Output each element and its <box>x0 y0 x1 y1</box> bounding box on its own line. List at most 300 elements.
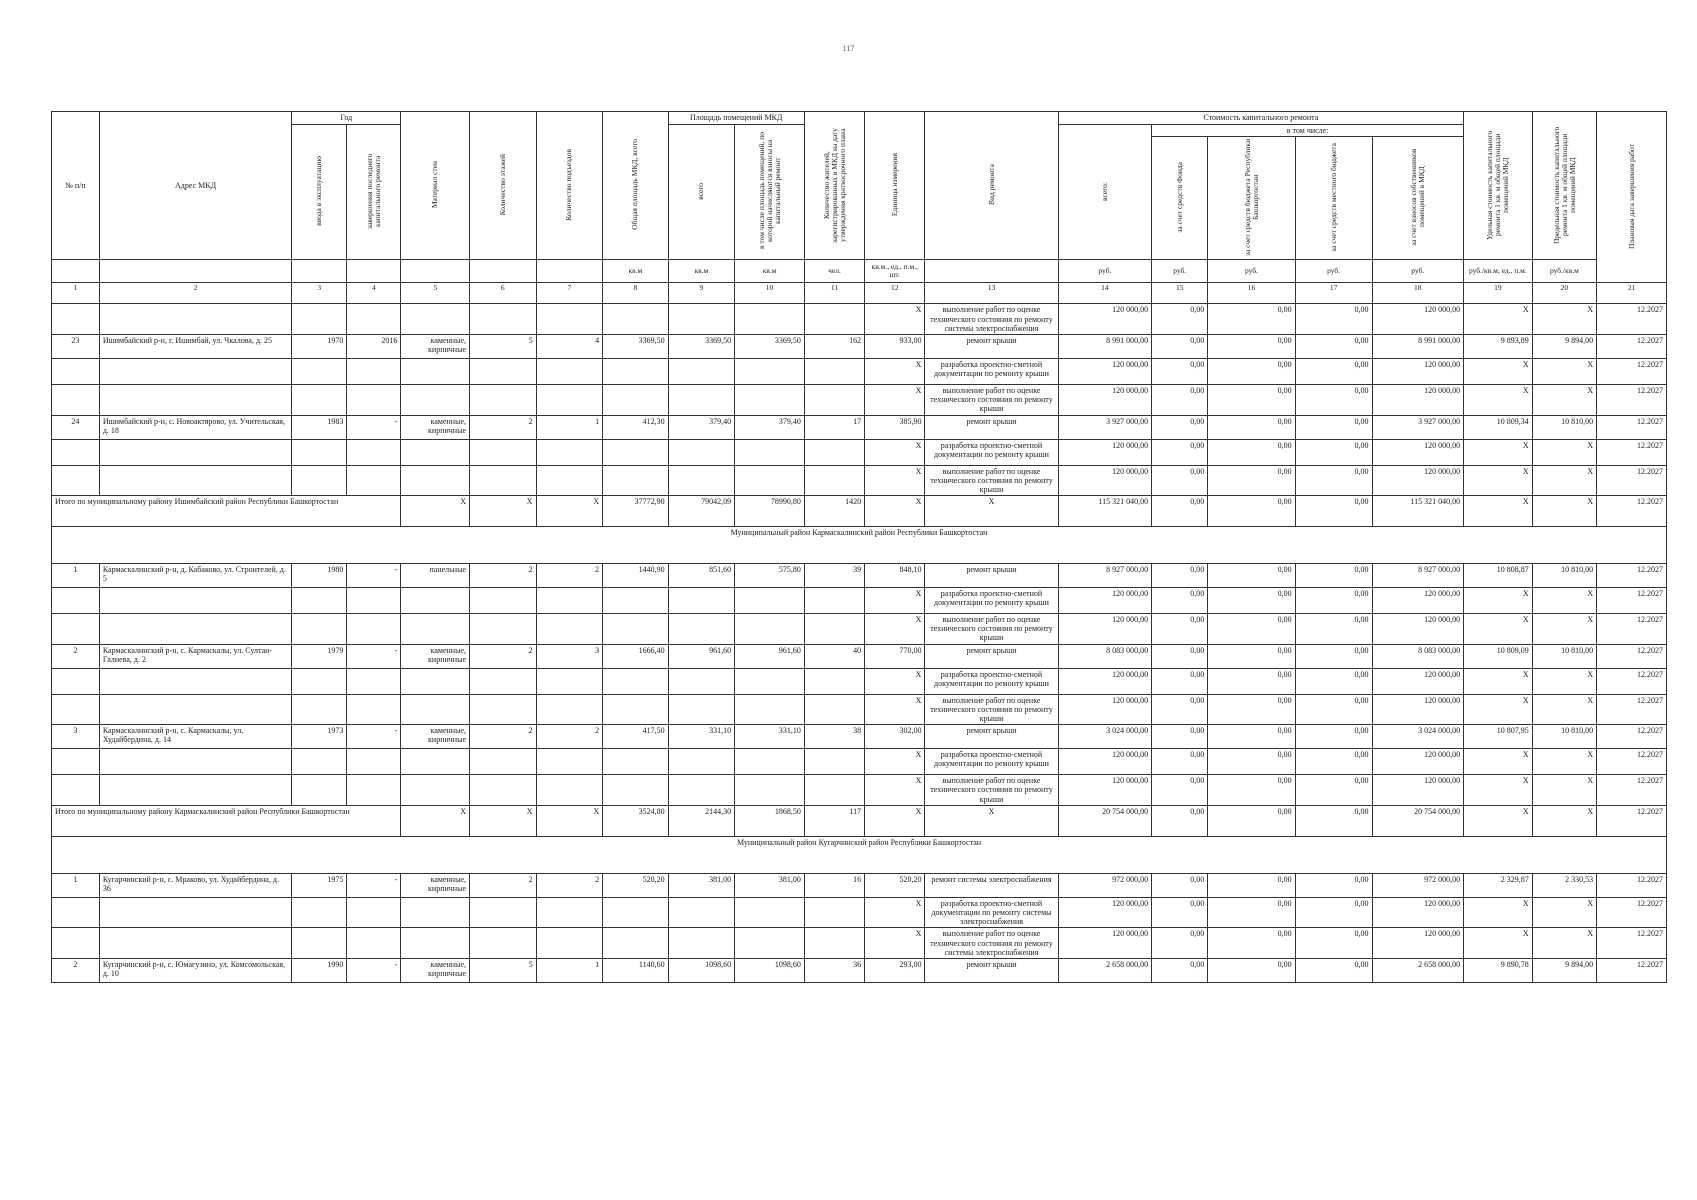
unit-x-cell: X <box>865 897 925 928</box>
repair-plan-body <box>52 283 1667 983</box>
work-type: выполнение работ по оценке технического состояния по ремонту крыши <box>925 614 1058 645</box>
unit-cost-cell: X <box>1464 304 1533 335</box>
deadline-cell: 12.2027 <box>1597 725 1667 749</box>
floors-count: 2 <box>470 873 537 897</box>
year-commission: 1970 <box>292 334 347 358</box>
entrances-count: 2 <box>536 873 603 897</box>
max-cost-cell: 9 894,00 <box>1532 334 1596 358</box>
empty-cell <box>735 668 805 694</box>
unit-cell: кв.м <box>735 260 805 283</box>
empty-cell <box>804 694 864 725</box>
empty-cell <box>603 928 669 959</box>
empty-cell <box>347 465 401 496</box>
cost-fund-cell: 0,00 <box>1152 384 1208 415</box>
unit-x-cell: X <box>865 749 925 775</box>
sub-work-row <box>52 465 1667 496</box>
year-last-repair: - <box>347 415 401 439</box>
sub-work-row <box>52 384 1667 415</box>
empty-cell <box>735 749 805 775</box>
sub-work-row <box>52 928 1667 959</box>
empty-cell <box>804 928 864 959</box>
empty-cell <box>52 749 100 775</box>
cost-local-cell: 0,00 <box>1295 304 1372 335</box>
sub-work-row <box>52 439 1667 465</box>
header-year: Год <box>292 112 401 125</box>
empty-cell <box>735 897 805 928</box>
district-total-label: Итого по муниципальному району Ишимбайский район Республики Башкортостан <box>52 496 401 527</box>
deadline-cell: 12.2027 <box>1597 668 1667 694</box>
work-type: разработка проектно-сметной документации по ремонту крыши <box>925 439 1058 465</box>
max-cost-cell: 2 330,53 <box>1532 873 1596 897</box>
unit-x-cell: X <box>865 775 925 806</box>
deadline-cell: 12.2027 <box>1597 588 1667 614</box>
deadline-cell: 12.2027 <box>1597 928 1667 959</box>
unit-x-cell: X <box>865 694 925 725</box>
empty-cell <box>347 694 401 725</box>
unit-x-cell: X <box>865 465 925 496</box>
max-cost-cell: X <box>1532 749 1596 775</box>
cost-fund-cell: 0,00 <box>1152 588 1208 614</box>
entrances-count: 1 <box>536 958 603 982</box>
sub-work-row <box>52 749 1667 775</box>
unit-cost-cell: 2 329,87 <box>1464 873 1533 897</box>
unit-x-cell: X <box>865 928 925 959</box>
deadline-cell: 12.2027 <box>1597 897 1667 928</box>
total-area: 1666,40 <box>603 644 669 668</box>
cost-local-cell: 0,00 <box>1295 805 1372 836</box>
unit-cost-cell: X <box>1464 614 1533 645</box>
cost-local-cell: 0,00 <box>1295 694 1372 725</box>
work-type: ремонт системы электроснабжения <box>925 873 1058 897</box>
cost-total-cell: 120 000,00 <box>1058 668 1152 694</box>
total-x-cell: X <box>925 805 1058 836</box>
cost-owners-cell: 120 000,00 <box>1372 749 1464 775</box>
unit-cost-cell: X <box>1464 588 1533 614</box>
empty-cell <box>470 694 537 725</box>
row-number: 23 <box>52 334 100 358</box>
unit-cost-cell: X <box>1464 384 1533 415</box>
work-quantity: 293,00 <box>865 958 925 982</box>
deadline-cell: 12.2027 <box>1597 614 1667 645</box>
unit-cost-cell: X <box>1464 668 1533 694</box>
cost-rb-cell: 0,00 <box>1208 439 1295 465</box>
building-row <box>52 564 1667 588</box>
total-area-cell: 37772,90 <box>603 496 669 527</box>
empty-cell <box>536 775 603 806</box>
header-area-group: Площадь помещений МКД <box>668 112 804 125</box>
unit-cost-cell: X <box>1464 439 1533 465</box>
empty-cell <box>470 588 537 614</box>
empty-cell <box>735 358 805 384</box>
cost-fund-cell: 0,00 <box>1152 928 1208 959</box>
year-last-repair: - <box>347 725 401 749</box>
column-number-row <box>52 283 1667 304</box>
max-cost-cell: 10 810,00 <box>1532 644 1596 668</box>
empty-cell <box>401 439 470 465</box>
area-part: 381,00 <box>735 873 805 897</box>
empty-cell <box>804 749 864 775</box>
header-incl: в том числе: <box>1152 125 1464 137</box>
empty-cell <box>603 775 669 806</box>
empty-cell <box>292 358 347 384</box>
unit-x-cell: X <box>865 588 925 614</box>
empty-cell <box>99 384 291 415</box>
area-all: 1098,60 <box>668 958 735 982</box>
work-type: выполнение работ по оценке технического состояния по ремонту крыши <box>925 694 1058 725</box>
sub-work-row <box>52 775 1667 806</box>
cost-owners-cell: 120 000,00 <box>1372 694 1464 725</box>
empty-cell <box>603 668 669 694</box>
header-num: № п/п <box>52 112 100 260</box>
unit-cell: руб. <box>1295 260 1372 283</box>
unit-x-cell: X <box>865 439 925 465</box>
empty-cell <box>347 358 401 384</box>
cost-rb-cell: 0,00 <box>1208 564 1295 588</box>
cost-fund-cell: 0,00 <box>1152 668 1208 694</box>
work-type: выполнение работ по оценке технического состояния по ремонту системы электроснабжения <box>925 304 1058 335</box>
work-type: разработка проектно-сметной документации по ремонту крыши <box>925 358 1058 384</box>
area-all: 331,10 <box>668 725 735 749</box>
max-cost-cell: X <box>1532 384 1596 415</box>
unit-x-cell: X <box>865 384 925 415</box>
cost-local-cell: 0,00 <box>1295 588 1372 614</box>
cost-total-cell: 972 000,00 <box>1058 873 1152 897</box>
empty-cell <box>99 668 291 694</box>
year-last-repair: - <box>347 873 401 897</box>
cost-total-cell: 120 000,00 <box>1058 749 1152 775</box>
cost-total-cell: 8 083 000,00 <box>1058 644 1152 668</box>
cost-fund-cell: 0,00 <box>1152 897 1208 928</box>
total-x-cell: X <box>865 496 925 527</box>
column-number: 19 <box>1464 283 1533 304</box>
area-all: 961,60 <box>668 644 735 668</box>
empty-cell <box>347 439 401 465</box>
empty-cell <box>804 588 864 614</box>
total-x-cell: X <box>925 496 1058 527</box>
deadline-cell: 12.2027 <box>1597 749 1667 775</box>
unit-cell: руб. <box>1152 260 1208 283</box>
cost-fund-cell: 0,00 <box>1152 564 1208 588</box>
empty-cell <box>735 928 805 959</box>
cost-rb-cell: 0,00 <box>1208 358 1295 384</box>
cost-local-cell: 0,00 <box>1295 725 1372 749</box>
row-number: 1 <box>52 564 100 588</box>
unit-x-cell: X <box>865 614 925 645</box>
empty-cell <box>668 694 735 725</box>
total-area: 520,20 <box>603 873 669 897</box>
empty-cell <box>668 439 735 465</box>
deadline-cell: 12.2027 <box>1597 564 1667 588</box>
residents-count: 17 <box>804 415 864 439</box>
cost-local-cell: 0,00 <box>1295 358 1372 384</box>
header-total-area: Общая площадь МКД, всего <box>630 139 640 230</box>
column-number: 1 <box>52 283 100 304</box>
cost-total-cell: 120 000,00 <box>1058 304 1152 335</box>
wall-material: каменные, кирпичные <box>401 958 470 982</box>
column-number: 7 <box>536 283 603 304</box>
empty-cell <box>470 304 537 335</box>
max-cost-cell: X <box>1532 496 1596 527</box>
empty-cell <box>347 897 401 928</box>
deadline-cell: 12.2027 <box>1597 439 1667 465</box>
max-cost-cell: X <box>1532 465 1596 496</box>
entrances-count: 1 <box>536 415 603 439</box>
empty-cell <box>603 384 669 415</box>
empty-cell <box>292 928 347 959</box>
row-number: 3 <box>52 725 100 749</box>
header-cost-total: всего: <box>1099 181 1109 201</box>
entrances-count: 2 <box>536 564 603 588</box>
unit-cell: кв.м <box>603 260 669 283</box>
empty-cell <box>347 928 401 959</box>
unit-cost-cell: 10 807,95 <box>1464 725 1533 749</box>
cost-rb-cell: 0,00 <box>1208 334 1295 358</box>
cost-total-cell: 120 000,00 <box>1058 358 1152 384</box>
unit-cost-cell: 9 893,89 <box>1464 334 1533 358</box>
empty-cell <box>470 358 537 384</box>
total-area-part-cell: 78990,80 <box>735 496 805 527</box>
empty-cell <box>668 668 735 694</box>
header-owners: за счет взносов собственников помещений в МКД <box>1408 148 1426 246</box>
column-number: 15 <box>1152 283 1208 304</box>
empty-cell <box>536 358 603 384</box>
empty-cell <box>52 775 100 806</box>
work-type: выполнение работ по оценке технического состояния по ремонту крыши <box>925 465 1058 496</box>
total-area-all-cell: 79042,09 <box>668 496 735 527</box>
cost-local-cell: 0,00 <box>1295 873 1372 897</box>
year-commission: 1975 <box>292 873 347 897</box>
empty-cell <box>735 465 805 496</box>
empty-cell <box>347 384 401 415</box>
empty-cell <box>99 775 291 806</box>
entrances-count: 2 <box>536 725 603 749</box>
empty-cell <box>470 775 537 806</box>
empty-cell <box>804 775 864 806</box>
empty-cell <box>401 358 470 384</box>
cost-rb-cell: 0,00 <box>1208 958 1295 982</box>
cost-fund-cell: 0,00 <box>1152 725 1208 749</box>
column-number: 5 <box>401 283 470 304</box>
wall-material: каменные, кирпичные <box>401 644 470 668</box>
column-number: 11 <box>804 283 864 304</box>
max-cost-cell: 10 810,00 <box>1532 564 1596 588</box>
floors-count: 2 <box>470 644 537 668</box>
empty-cell <box>347 588 401 614</box>
wall-material: каменные, кирпичные <box>401 334 470 358</box>
header-work-type: Вид ремонта <box>986 164 996 206</box>
work-type: ремонт крыши <box>925 334 1058 358</box>
unit-cost-cell: X <box>1464 465 1533 496</box>
unit-cell: руб./кв.м, ед., п.м. <box>1464 260 1533 283</box>
empty-cell <box>292 668 347 694</box>
year-commission: 1973 <box>292 725 347 749</box>
empty-cell <box>804 439 864 465</box>
empty-cell <box>99 749 291 775</box>
cost-owners-cell: 8 991 000,00 <box>1372 334 1464 358</box>
empty-cell <box>401 304 470 335</box>
district-total-row <box>52 496 1667 527</box>
building-row <box>52 873 1667 897</box>
work-quantity: 520,20 <box>865 873 925 897</box>
empty-cell <box>52 465 100 496</box>
residents-count: 39 <box>804 564 864 588</box>
year-last-repair: - <box>347 958 401 982</box>
empty-cell <box>347 775 401 806</box>
empty-cell <box>292 465 347 496</box>
empty-cell <box>401 694 470 725</box>
cost-total-cell: 120 000,00 <box>1058 614 1152 645</box>
cost-total-cell: 120 000,00 <box>1058 588 1152 614</box>
empty-cell <box>292 694 347 725</box>
empty-cell <box>668 749 735 775</box>
total-residents-cell: 1420 <box>804 496 864 527</box>
cost-local-cell: 0,00 <box>1295 958 1372 982</box>
work-quantity: 933,00 <box>865 334 925 358</box>
empty-cell <box>735 694 805 725</box>
cost-owners-cell: 120 000,00 <box>1372 775 1464 806</box>
sub-work-row <box>52 588 1667 614</box>
empty-cell <box>401 775 470 806</box>
cost-fund-cell: 0,00 <box>1152 304 1208 335</box>
header-year-commission: ввода в эксплуатацию <box>314 156 324 227</box>
empty-cell <box>735 304 805 335</box>
area-all: 379,40 <box>668 415 735 439</box>
empty-cell <box>536 614 603 645</box>
floors-count: 2 <box>470 415 537 439</box>
unit-cost-cell: X <box>1464 897 1533 928</box>
empty-cell <box>536 668 603 694</box>
column-number: 21 <box>1597 283 1667 304</box>
cost-local-cell: 0,00 <box>1295 334 1372 358</box>
residents-count: 40 <box>804 644 864 668</box>
cost-total-cell: 120 000,00 <box>1058 384 1152 415</box>
max-cost-cell: X <box>1532 439 1596 465</box>
total-area: 3369,50 <box>603 334 669 358</box>
year-commission: 1980 <box>292 564 347 588</box>
area-part: 331,10 <box>735 725 805 749</box>
unit-cost-cell: X <box>1464 775 1533 806</box>
empty-cell <box>536 694 603 725</box>
empty-cell <box>603 694 669 725</box>
empty-cell <box>52 304 100 335</box>
empty-cell <box>735 439 805 465</box>
deadline-cell: 12.2027 <box>1597 334 1667 358</box>
deadline-cell: 12.2027 <box>1597 644 1667 668</box>
empty-cell <box>804 897 864 928</box>
empty-cell <box>536 439 603 465</box>
cost-local-cell: 0,00 <box>1295 644 1372 668</box>
cost-owners-cell: 120 000,00 <box>1372 897 1464 928</box>
cost-local-cell: 0,00 <box>1295 496 1372 527</box>
unit-cost-cell: 9 890,78 <box>1464 958 1533 982</box>
wall-material: панельные <box>401 564 470 588</box>
cost-owners-cell: 120 000,00 <box>1372 928 1464 959</box>
unit-cost-cell: X <box>1464 496 1533 527</box>
column-number: 4 <box>347 283 401 304</box>
cost-fund-cell: 0,00 <box>1152 805 1208 836</box>
work-type: выполнение работ по оценке технического состояния по ремонту крыши <box>925 384 1058 415</box>
cost-owners-cell: 3 927 000,00 <box>1372 415 1464 439</box>
empty-cell <box>292 384 347 415</box>
building-address: Кармаскалинский р-н, д. Кабаково, ул. Строителей, д. 5 <box>99 564 291 588</box>
building-row <box>52 725 1667 749</box>
max-cost-cell: X <box>1532 668 1596 694</box>
cost-fund-cell: 0,00 <box>1152 614 1208 645</box>
row-number: 2 <box>52 958 100 982</box>
deadline-cell: 12.2027 <box>1597 958 1667 982</box>
empty-cell <box>292 614 347 645</box>
empty-cell <box>536 304 603 335</box>
deadline-cell: 12.2027 <box>1597 415 1667 439</box>
cost-total-cell: 2 658 000,00 <box>1058 958 1152 982</box>
district-section-row <box>52 527 1667 564</box>
empty-cell <box>603 304 669 335</box>
empty-cell <box>536 384 603 415</box>
empty-cell <box>52 614 100 645</box>
area-part: 1098,60 <box>735 958 805 982</box>
year-commission: 1979 <box>292 644 347 668</box>
building-row <box>52 334 1667 358</box>
district-section-title: Муниципальный район Кугарчинский район Республики Башкортостан <box>52 836 1667 873</box>
building-address: Ишимбайский р-н, с. Новоактярово, ул. Учительская, д. 18 <box>99 415 291 439</box>
max-cost-cell: 9 894,00 <box>1532 958 1596 982</box>
unit-cost-cell: 10 808,87 <box>1464 564 1533 588</box>
total-x-cell: X <box>470 805 537 836</box>
empty-cell <box>603 749 669 775</box>
cost-rb-cell: 0,00 <box>1208 304 1295 335</box>
unit-cost-cell: X <box>1464 694 1533 725</box>
wall-material: каменные, кирпичные <box>401 873 470 897</box>
empty-cell <box>536 588 603 614</box>
cost-fund-cell: 0,00 <box>1152 644 1208 668</box>
cost-total-cell: 115 321 040,00 <box>1058 496 1152 527</box>
area-all: 381,00 <box>668 873 735 897</box>
unit-x-cell: X <box>865 304 925 335</box>
empty-cell <box>401 588 470 614</box>
deadline-cell: 12.2027 <box>1597 775 1667 806</box>
deadline-cell: 12.2027 <box>1597 496 1667 527</box>
work-type: разработка проектно-сметной документации по ремонту крыши <box>925 668 1058 694</box>
empty-cell <box>347 668 401 694</box>
building-address: Кугарчинский р-н, с. Мраково, ул. Худайбердина, д. 36 <box>99 873 291 897</box>
building-address: Кугарчинский р-н, с. Юмагузино, ул. Комсомольская, д. 10 <box>99 958 291 982</box>
empty-cell <box>668 897 735 928</box>
max-cost-cell: X <box>1532 694 1596 725</box>
cost-local-cell: 0,00 <box>1295 775 1372 806</box>
cost-owners-cell: 120 000,00 <box>1372 588 1464 614</box>
empty-cell <box>99 358 291 384</box>
unit-x-cell: X <box>865 358 925 384</box>
cost-fund-cell: 0,00 <box>1152 439 1208 465</box>
empty-cell <box>668 358 735 384</box>
empty-cell <box>470 668 537 694</box>
cost-local-cell: 0,00 <box>1295 465 1372 496</box>
work-quantity: 302,00 <box>865 725 925 749</box>
cost-rb-cell: 0,00 <box>1208 614 1295 645</box>
cost-rb-cell: 0,00 <box>1208 897 1295 928</box>
empty-cell <box>99 614 291 645</box>
sub-work-row <box>52 694 1667 725</box>
header-area-all: всего <box>696 182 706 200</box>
residents-count: 38 <box>804 725 864 749</box>
cost-total-cell: 120 000,00 <box>1058 465 1152 496</box>
cost-total-cell: 20 754 000,00 <box>1058 805 1152 836</box>
deadline-cell: 12.2027 <box>1597 465 1667 496</box>
cost-rb-cell: 0,00 <box>1208 749 1295 775</box>
district-total-row <box>52 805 1667 836</box>
entrances-count: 3 <box>536 644 603 668</box>
cost-owners-cell: 3 024 000,00 <box>1372 725 1464 749</box>
